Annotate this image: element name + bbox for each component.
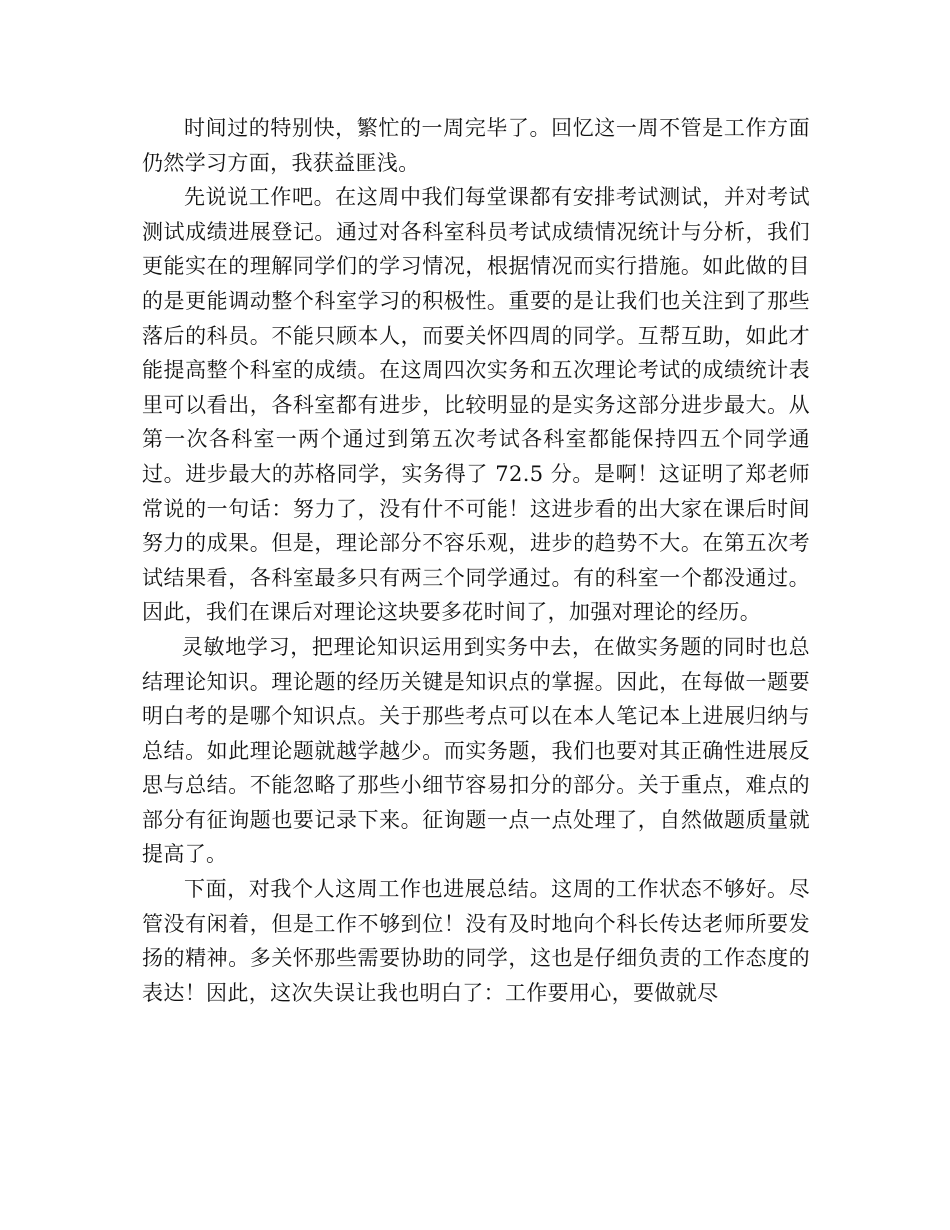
paragraph-personal-summary: 下面，对我个人这周工作也进展总结。这周的工作状态不够好。尽管没有闲着，但是工作不够到位！没有及时地向个科长传达老师所要发扬的精神。多关怀那些需要协助的同学，这也是仔细负责的工作态度的表达！因此，这次失误让我也明白了：工作要用心，要做就尽: [142, 877, 810, 1005]
document-body: [142, 111, 810, 1010]
paragraph-study-method: 灵敏地学习，把理论知识运用到实务中去，在做实务题的同时也总结理论知识。理论题的经历关键是知识点的掌握。因此，在每做一题要明白考的是哪个知识点。关于那些考点可以在本人笔记本上进展归纳与总结。如此理论题就越学越少。而实务题，我们也要对其正确性进展反思与总结。不能忽略了那些小细节容易扣分的部分。关于重点，难点的部分有征询题也要记录下来。征询题一点一点处理了，自然做题质量就提高了。: [142, 634, 810, 867]
paragraph-work: 先说说工作吧。在这周中我们每堂课都有安排考试测试，并对考试测试成绩进展登记。通过对各科室科员考试成绩情况统计与分析，我们更能实在的理解同学们的学习情况，根据情况而实行措施。如此做的目的是更能调动整个科室学习的积极性。重要的是让我们也关注到了那些落后的科员。不能只顾本人，而要关怀四周的同学。互帮互助，如此才能提高整个科室的成绩。在这周四次实务和五次理论考试的成绩统计表里可以看出，各科室都有进步，比较明显的是实务这部分进步最大。从第一次各科室一两个通过到第五次考试各科室都能保持四五个同学通过。进步最大的苏格同学，实务得了 72.5 分。是啊！这证明了郑老师常说的一句话：努力了，没有什不可能！这进步看的出大家在课后时间努力的成果。但是，理论部分不容乐观，进步的趋势不大。在第五次考试结果看，各科室最多只有两三个同学通过。有的科室一个都没通过。因此，我们在课后对理论这块要多花时间了，加强对理论的经历。: [142, 185, 810, 625]
paragraph-intro: 时间过的特别快，繁忙的一周完毕了。回忆这一周不管是工作方面仍然学习方面，我获益匪浅。: [142, 116, 810, 175]
